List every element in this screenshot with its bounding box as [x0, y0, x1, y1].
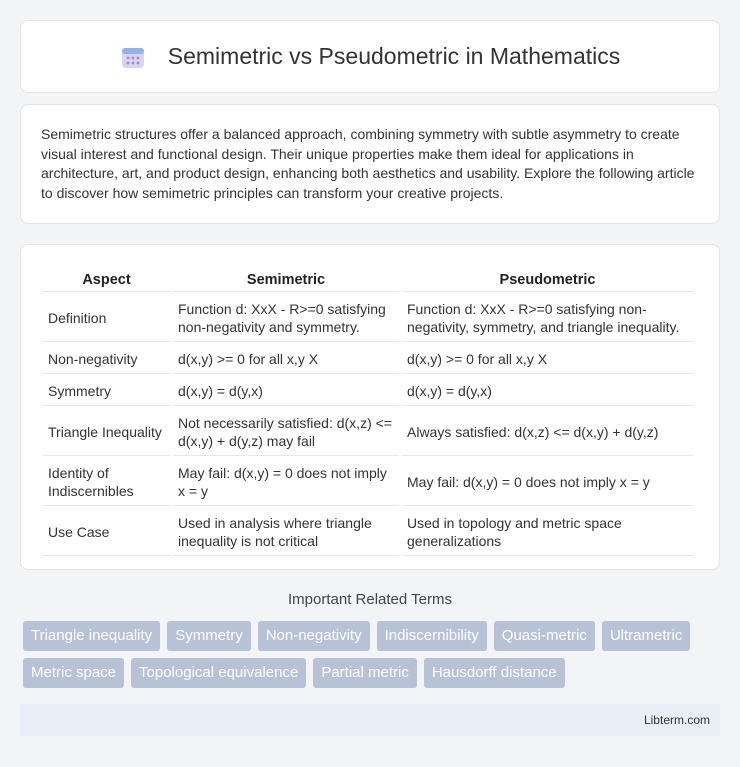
- cell-aspect: Symmetry: [43, 377, 170, 406]
- cell-pseudometric: Function d: XxX - R>=0 satisfying non-negativity, symmetry, and triangle inequality.: [402, 295, 693, 342]
- tag-topological-equivalence[interactable]: Topological equivalence: [131, 658, 306, 688]
- tag-metric-space[interactable]: Metric space: [23, 658, 124, 688]
- calendar-icon: [120, 44, 146, 70]
- table-row: [43, 295, 693, 342]
- table-row: [43, 345, 693, 374]
- cell-semimetric: Not necessarily satisfied: d(x,z) <= d(x,y) + d(y,z) may fail: [173, 409, 399, 456]
- cell-aspect: Triangle Inequality: [43, 409, 170, 456]
- cell-aspect: Non-negativity: [43, 345, 170, 374]
- table-row: [43, 377, 693, 406]
- page-title: Semimetric vs Pseudometric in Mathematics: [167, 43, 621, 69]
- cell-pseudometric: d(x,y) >= 0 for all x,y X: [402, 345, 693, 374]
- cell-semimetric: d(x,y) >= 0 for all x,y X: [173, 345, 399, 374]
- cell-aspect: Identity of Indiscernibles: [43, 459, 170, 506]
- footer-site-link[interactable]: Libterm.com: [643, 713, 710, 727]
- tag-indiscernibility[interactable]: Indiscernibility: [377, 621, 487, 651]
- related-terms-tags: [23, 621, 723, 688]
- cell-pseudometric: Used in topology and metric space generalizations: [402, 509, 693, 556]
- tag-non-negativity[interactable]: Non-negativity: [258, 621, 370, 651]
- cell-aspect: Definition: [43, 295, 170, 342]
- footer: [20, 704, 720, 736]
- intro-card: [20, 104, 720, 224]
- tag-partial-metric[interactable]: Partial metric: [313, 658, 417, 688]
- cell-pseudometric: d(x,y) = d(y,x): [402, 377, 693, 406]
- cell-aspect: Use Case: [43, 509, 170, 556]
- tag-triangle-inequality[interactable]: Triangle inequality: [23, 621, 160, 651]
- cell-semimetric: Function d: XxX - R>=0 satisfying non-negativity and symmetry.: [173, 295, 399, 342]
- header-aspect: Aspect: [43, 266, 170, 292]
- comparison-card: [20, 244, 720, 570]
- tag-ultrametric[interactable]: Ultrametric: [602, 621, 691, 651]
- cell-semimetric: May fail: d(x,y) = 0 does not imply x = y: [173, 459, 399, 506]
- tag-hausdorff-distance[interactable]: Hausdorff distance: [424, 658, 565, 688]
- tag-quasi-metric[interactable]: Quasi-metric: [494, 621, 595, 651]
- cell-pseudometric: Always satisfied: d(x,z) <= d(x,y) + d(y,z): [402, 409, 693, 456]
- related-terms-title: Important Related Terms: [288, 591, 452, 608]
- cell-pseudometric: May fail: d(x,y) = 0 does not imply x = y: [402, 459, 693, 506]
- comparison-table: [40, 263, 696, 559]
- header-pseudometric: Pseudometric: [402, 266, 693, 292]
- table-row: [43, 409, 693, 456]
- title-card: [20, 20, 720, 93]
- cell-semimetric: Used in analysis where triangle inequality is not critical: [173, 509, 399, 556]
- tag-symmetry[interactable]: Symmetry: [167, 621, 251, 651]
- table-row: [43, 459, 693, 506]
- table-row: [43, 509, 693, 556]
- cell-semimetric: d(x,y) = d(y,x): [173, 377, 399, 406]
- table-header-row: [43, 266, 693, 292]
- header-semimetric: Semimetric: [173, 266, 399, 292]
- intro-text: Semimetric structures offer a balanced approach, combining symmetry with subtle asymmetry to create visual interest and functional design. Their unique properties make them ideal for applications in architecture, art, and product design, enhancing both aesthetics and usability. Explore the following article to discover how semimetric principles can transform your creative projects.: [41, 126, 695, 201]
